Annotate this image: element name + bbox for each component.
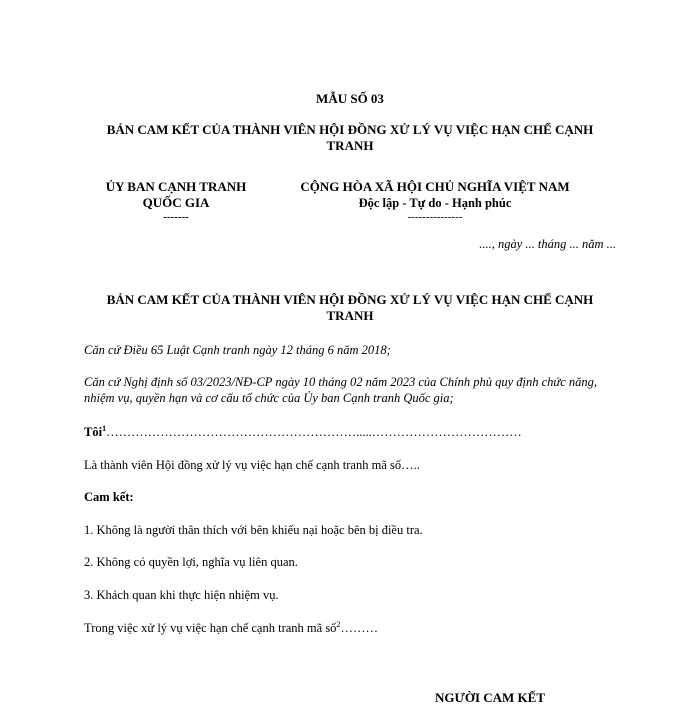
declarant-name-blank[interactable]: …………………………………………………….....………………………………: [106, 425, 522, 439]
legal-basis-1: Căn cứ Điều 65 Luật Cạnh tranh ngày 12 tháng 6 năm 2018;: [84, 343, 391, 357]
form-number: MẪU SỐ 03: [316, 91, 384, 106]
republic-name: CỘNG HÒA XÃ HỘI CHỦ NGHĨA VIỆT NAM: [300, 179, 570, 194]
case-code-blank[interactable]: ………: [340, 621, 378, 635]
case-line-text: Trong việc xử lý vụ việc hạn chế cạnh tranh mã số: [84, 621, 337, 635]
commitment-item-3: 3. Khách quan khi thực hiện nhiệm vụ.: [84, 588, 279, 602]
signature-title: NGƯỜI CAM KẾT: [434, 690, 546, 705]
footnote-marker-1: 1: [102, 424, 107, 433]
date-line: ...., ngày ... tháng ... năm ...: [479, 237, 616, 251]
declarant-label: Tôi: [84, 425, 103, 439]
agency-name-line2: QUỐC GIA: [142, 195, 210, 210]
agency-block: [84, 179, 268, 223]
legal-basis-2: Căn cứ Nghị định số 03/2023/NĐ-CP ngày 10 tháng 02 năm 2023 của Chính phủ quy định chức năng, nhiệm vụ, quyền hạn và cơ cấu tổ chức của Ủy ban Cạnh tranh Quốc gia;: [84, 375, 598, 405]
agency-name-line1: ỦY BAN CẠNH TRANH: [105, 179, 247, 194]
declarant-line: [84, 424, 616, 440]
main-title: BẢN CAM KẾT CỦA THÀNH VIÊN HỘI ĐỒNG XỬ LÝ VỤ VIỆC HẠN CHẾ CẠNH TRANH: [106, 292, 594, 323]
commitment-heading: Cam kết:: [84, 490, 134, 504]
agency-divider: -------: [163, 211, 189, 223]
case-line: [84, 620, 624, 636]
republic-block: [290, 179, 580, 223]
republic-divider: ---------------: [407, 211, 463, 223]
commitment-item-1: 1. Không là người thân thích với bên khiếu nại hoặc bên bị điều tra.: [84, 523, 423, 537]
top-title: BẢN CAM KẾT CỦA THÀNH VIÊN HỘI ĐỒNG XỬ LÝ VỤ VIỆC HẠN CHẾ CẠNH TRANH: [106, 122, 594, 153]
member-statement: Là thành viên Hội đồng xử lý vụ việc hạn chế cạnh tranh mã số…..: [84, 458, 420, 472]
footnote-marker-2: 2: [336, 619, 341, 629]
republic-motto: Độc lập - Tự do - Hạnh phúc: [358, 196, 512, 210]
commitment-item-2: 2. Không có quyền lợi, nghĩa vụ liên quan.: [84, 555, 298, 569]
